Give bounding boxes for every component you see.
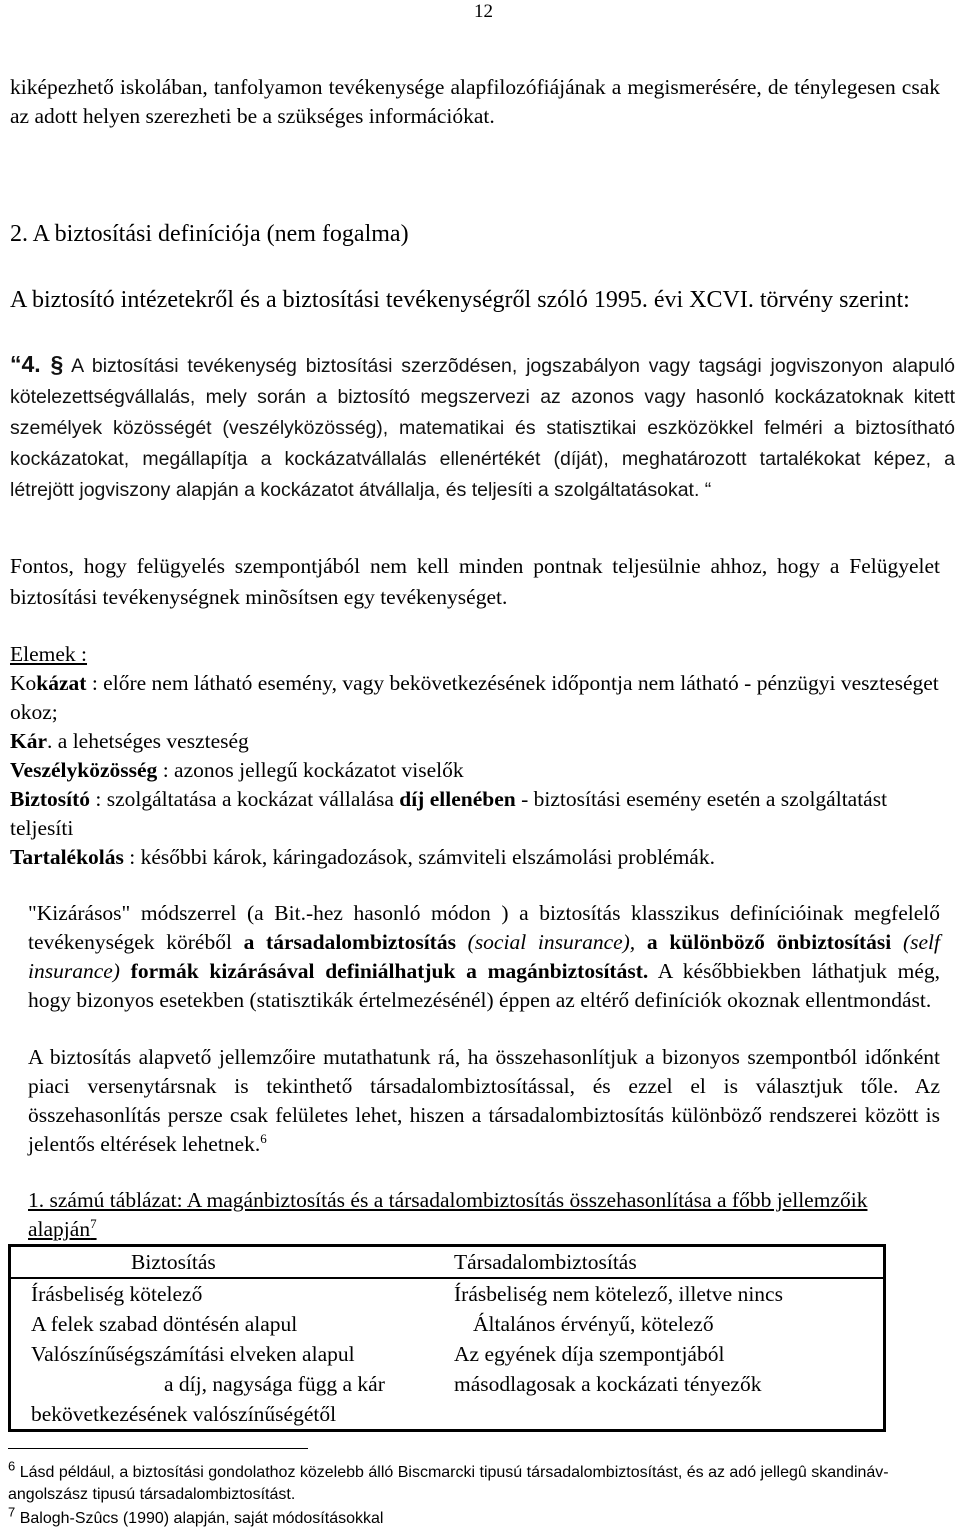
exclusion-paragraph: "Kizárásos" módszerrel (a Bit.-hez hasonló módon ) a biztosítás klasszikus definícióinak megfelelő tevékenységek köréből a társadalombiztosítás (social insurance), a különböző önbiztosítási (self insurance) formák kizárásával definiálhatjuk a magánbiztosítást. A későbbiekben láthatjuk még, hogy bizonyos esetekben (statisztikák értelmezésénél) éppen az eltérő definíciók okoznak ellentmondást. bbox=[28, 901, 941, 1012]
table-header-cell: Biztosítás bbox=[10, 1246, 452, 1279]
table-row bbox=[10, 1369, 885, 1399]
definition-paragraph bbox=[10, 349, 955, 506]
section-heading: 2. A biztosítási definíciója (nem fogalma) bbox=[10, 221, 409, 247]
page-number: 12 bbox=[474, 1, 493, 22]
element-veszelykozosseg: Veszélyközösség : azonos jellegű kockázatot viselők bbox=[10, 758, 464, 782]
table-header-row bbox=[10, 1246, 885, 1279]
table-row bbox=[10, 1309, 885, 1339]
definition-lead: “4. § bbox=[10, 351, 64, 377]
table-row bbox=[10, 1399, 885, 1431]
footnote-7: $^7$ Balogh-Szûcs (1990) alapján, saját módosításokkal bbox=[8, 1504, 384, 1527]
table-row bbox=[10, 1278, 885, 1309]
elements-heading: Elemek : bbox=[10, 642, 88, 666]
table-cell: Az egyének díja szempontjából bbox=[454, 1342, 725, 1366]
supervision-note: Fontos, hogy felügyelés szempontjából nem kell minden pontnak teljesülnie ahhoz, hogy a Felügyelet biztosítási tevékenységnek minõsítsen egy tevékenységet. bbox=[10, 554, 940, 609]
element-biztosito: Biztosító : szolgáltatása a kockázat vállalása díj ellenében - biztosítási esemény esetén a szolgáltatást teljesíti bbox=[10, 787, 888, 840]
table-cell: másodlagosak a kockázati tényezők bbox=[454, 1372, 762, 1396]
table-cell: Írásbeliség nem kötelező, illetve nincs bbox=[454, 1282, 783, 1306]
element-kar: Kár. a lehetséges veszteség bbox=[10, 729, 249, 753]
tartalekolas-term: Tartalékolás bbox=[10, 845, 124, 869]
table-header-cell: Társadalombiztosítás bbox=[451, 1246, 885, 1279]
intro-paragraph: kiképezhető iskolában, tanfolyamon tevékenysége alapfilozófiájának a megismerésére, de ténylegesen csak az adott helyen szerezheti be a szükséges információkat. bbox=[10, 75, 940, 128]
comparison-paragraph: A biztosítás alapvető jellemzőire mutathatunk rá, ha összehasonlítjuk a bizonyos szempontból időnként piaci versenytársnak is tekinthető társadalombiztosítással, és ezzel el is választjuk tőle. Az összehasonlítás persze csak felületes lehet, hiszen a társadalombiztosítás különböző rendszerei között is jelentős eltérések lehetnek.$^6$ bbox=[28, 1045, 940, 1156]
kar-term: Kár bbox=[10, 729, 48, 753]
footnote-ref-6: 6 bbox=[260, 1130, 267, 1146]
table-row bbox=[10, 1339, 885, 1369]
footnote-ref-7: 7 bbox=[90, 1215, 97, 1231]
table-cell: A felek szabad döntésén alapul bbox=[31, 1312, 298, 1336]
definition-text: A biztosítási tevékenység biztosítási szerzõdésen, jogszabályon vagy tagsági jogviszonyon alapuló kötelezettségvállalás, mely során a biztosító megszervezi az azonos vagy hasonló kockázatoknak kitett személyek közösségét (veszélyközösség), matematikai és statisztikai eszközökkel felméri a biztosítható kockázatokat, megállapítja a kockázatvállalás ellenértékét (díját), meghatározott tartalékokat képez, a létrejött jogviszony alapján a kockázatot átvállalja, és teljesíti a szolgáltatásokat. “ bbox=[10, 355, 956, 501]
table-cell bbox=[451, 1399, 885, 1431]
footnote-6: $^6$ Lásd például, a biztosítási gondolathoz közelebb álló Biscmarcki tipusú társadalombiztosítást, és az adó jellegû skandináv-angolszász tipusú társadalombiztosítást. bbox=[8, 1458, 889, 1503]
table-cell: bekövetkezésének valószínűségétől bbox=[31, 1402, 337, 1426]
table-caption: 1. számú táblázat: A magánbiztosítás és a társadalombiztosítás összehasonlítása a főbb jellemzőik alapján$^7$ bbox=[28, 1188, 868, 1241]
comparison-table bbox=[8, 1244, 886, 1432]
veszelykozosseg-term: Veszélyközösség bbox=[10, 758, 158, 782]
law-reference: A biztosító intézetekről és a biztosítási tevékenységről szóló 1995. évi XCVI. törvény szerint: bbox=[10, 287, 910, 313]
dij-ellenében: díj ellenében bbox=[399, 787, 516, 811]
biztosito-term: Biztosító bbox=[10, 787, 91, 811]
table-cell: Valószínűségszámítási elveken alapul bbox=[31, 1342, 355, 1366]
table-cell: Írásbeliség kötelező bbox=[31, 1282, 203, 1306]
element-tartalekolas: Tartalékolás : későbbi károk, káringadozások, számviteli elszámolási problémák. bbox=[10, 845, 715, 869]
table-cell: a díj, nagysága függ a kár bbox=[164, 1372, 385, 1396]
table-cell: Általános érvényű, kötelező bbox=[473, 1312, 714, 1336]
kockazat-term: kázat bbox=[36, 671, 87, 695]
element-kockazat: Kokázat : előre nem látható esemény, vagy bekövetkezésének időpontja nem látható - pénzügyi veszteséget okoz; bbox=[10, 671, 939, 724]
footnote-divider bbox=[8, 1448, 308, 1449]
